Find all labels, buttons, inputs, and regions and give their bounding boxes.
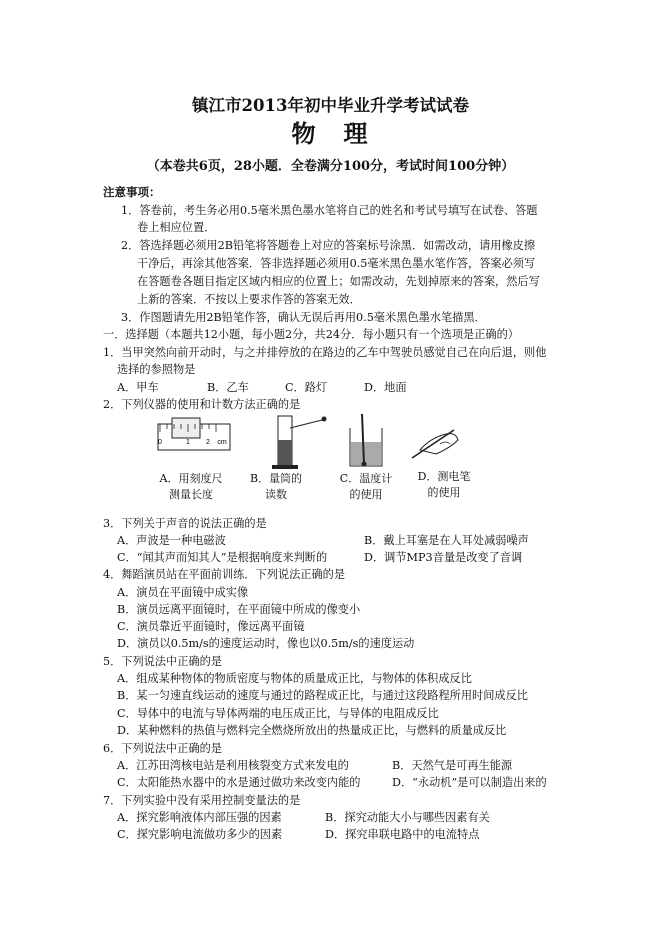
q2-caption-a (150, 471, 232, 503)
subject-heading (0, 119, 661, 149)
ruler-tick-unit: cm (217, 439, 227, 446)
q4-option-c: C．演员靠近平面镜时，像远离平面镜 (117, 620, 305, 633)
q3-option-b: B．戴上耳塞是在人耳处减弱噪声 (364, 534, 529, 547)
q2-caption-a-line-2: 测量长度 (169, 488, 213, 501)
q2-figure (150, 410, 490, 472)
q2-stem: 2．下列仪器的使用和计数方法正确的是 (103, 398, 301, 411)
q3-option-c: C．“闻其声而知其人”是根据响度来判断的 (117, 551, 328, 564)
test-pen-figure (412, 430, 458, 458)
q2-caption-d (406, 469, 482, 501)
notice-2-line-1: 2．答选择题必须用2B铅笔将答题卷上对应的答案标号涂黑．如需改动，请用橡皮擦 (121, 239, 536, 252)
graduated-cylinder-figure (272, 416, 327, 469)
subject-char-2: 理 (343, 119, 370, 148)
thermometer-figure (350, 414, 382, 467)
exam-title: 镇江市2013年初中毕业升学考试试卷 (192, 96, 469, 115)
q5-option-b: B．某一匀速直线运动的速度与通过的路程成正比，与通过这段路程所用时间成反比 (117, 689, 528, 702)
q1-stem-line-2: 选择的参照物是 (117, 363, 196, 376)
q5-option-a: A．组成某种物体的物质密度与物体的质量成正比，与物体的体积成反比 (117, 672, 472, 685)
notice-2-line-2: 干净后，再涂其他答案．答非选择题必须用0.5毫米黑色墨水笔作答，答案必须写 (137, 257, 536, 270)
q3-option-a: A．声波是一种电磁波 (117, 534, 226, 547)
exam-info: （本卷共6页，28小题．全卷满分100分，考试时间100分钟） (146, 159, 515, 174)
notice-1-line-2: 卷上相应位置． (137, 221, 216, 234)
notice-heading: 注意事项： (103, 185, 161, 199)
q2-caption-b-line-1: B．量筒的 (249, 472, 303, 485)
q3-stem: 3．下列关于声音的说法正确的是 (103, 517, 267, 530)
q5-stem: 5．下列说法中正确的是 (103, 655, 222, 668)
q5-option-d: D．某种燃料的热值与燃料完全燃烧所放出的热量成正比，与燃料的质量成反比 (117, 724, 507, 737)
q4-option-d: D．演员以0.5m/s的速度运动时，像也以0.5m/s的速度运动 (117, 637, 415, 650)
q2-caption-a-line-1: A．用刻度尺 (159, 472, 223, 485)
q4-option-a: A．演员在平面镜中成实像 (117, 586, 249, 599)
q1-option-c: C．路灯 (285, 381, 328, 394)
q5-option-c: C．导体中的电流与导体两端的电压成正比，与导体的电阻成反比 (117, 707, 439, 720)
q6-option-b: B．天然气是可再生能源 (392, 759, 513, 772)
q7-option-b: B．探究动能大小与哪些因素有关 (325, 811, 490, 824)
section-one-heading: 一．选择题（本题共12小题，每小题2分，共24分．每小题只有一个选项是正确的） (103, 328, 519, 341)
q7-option-a: A．探究影响液体内部压强的因素 (117, 811, 282, 824)
q7-option-d: D．探究串联电路中的电流特点 (325, 828, 480, 841)
q3-option-d: D．调节MP3音量是改变了音调 (364, 551, 523, 564)
q6-option-d: D．“永动机”是可以制造出来的 (392, 776, 547, 789)
q1-option-a: A．甲车 (117, 381, 159, 394)
q6-option-c: C．太阳能热水器中的水是通过做功来改变内能的 (117, 776, 361, 789)
ruler-figure (158, 418, 230, 450)
q2-caption-c-line-1: C．温度计 (339, 472, 393, 485)
q2-caption-b-line-2: 读数 (265, 488, 287, 501)
q2-caption-d-line-2: 的使用 (427, 486, 461, 499)
q6-stem: 6．下列说法中正确的是 (103, 742, 222, 755)
notice-3-line-1: 3．作图题请先用2B铅笔作答，确认无误后再用0.5毫米黑色墨水笔描黑． (121, 311, 486, 324)
q6-option-a: A．江苏田湾核电站是利用核裂变方式来发电的 (117, 759, 349, 772)
q2-caption-c-line-2: 的使用 (349, 488, 383, 501)
notice-2-line-3: 在答题卷各题目指定区域内相应的位置上；如需改动，先划掉原来的答案，然后写 (137, 275, 540, 288)
q4-option-b: B．演员远离平面镜时，在平面镜中所成的像变小 (117, 603, 361, 616)
q7-stem: 7．下列实验中没有采用控制变量法的是 (103, 794, 301, 807)
q7-option-c: C．探究影响电流做功多少的因素 (117, 828, 283, 841)
ruler-tick-2: 2 (206, 439, 210, 446)
q2-caption-b (240, 471, 312, 503)
q2-caption-c (330, 471, 402, 503)
notice-1-line-1: 1．答卷前，考生务必用0.5毫米黑色墨水笔将自己的姓名和考试号填写在试卷、答题 (121, 204, 538, 217)
ruler-tick-0: 0 (158, 439, 162, 446)
ruler-tick-1: 1 (186, 439, 190, 446)
q1-option-d: D．地面 (364, 381, 407, 394)
q2-caption-d-line-1: D．测电笔 (417, 470, 471, 483)
notice-2-line-4: 上新的答案．不按以上要求作答的答案无效． (137, 293, 361, 306)
q1-option-b: B．乙车 (207, 381, 249, 394)
subject-char-1: 物 (291, 119, 318, 148)
q4-stem: 4．舞蹈演员站在平面前训练．下列说法正确的是 (103, 568, 346, 581)
q1-stem-line-1: 1．当甲突然向前开动时，与之并排停放的在路边的乙车中驾驶员感觉自己在向后退，则他 (103, 346, 547, 359)
